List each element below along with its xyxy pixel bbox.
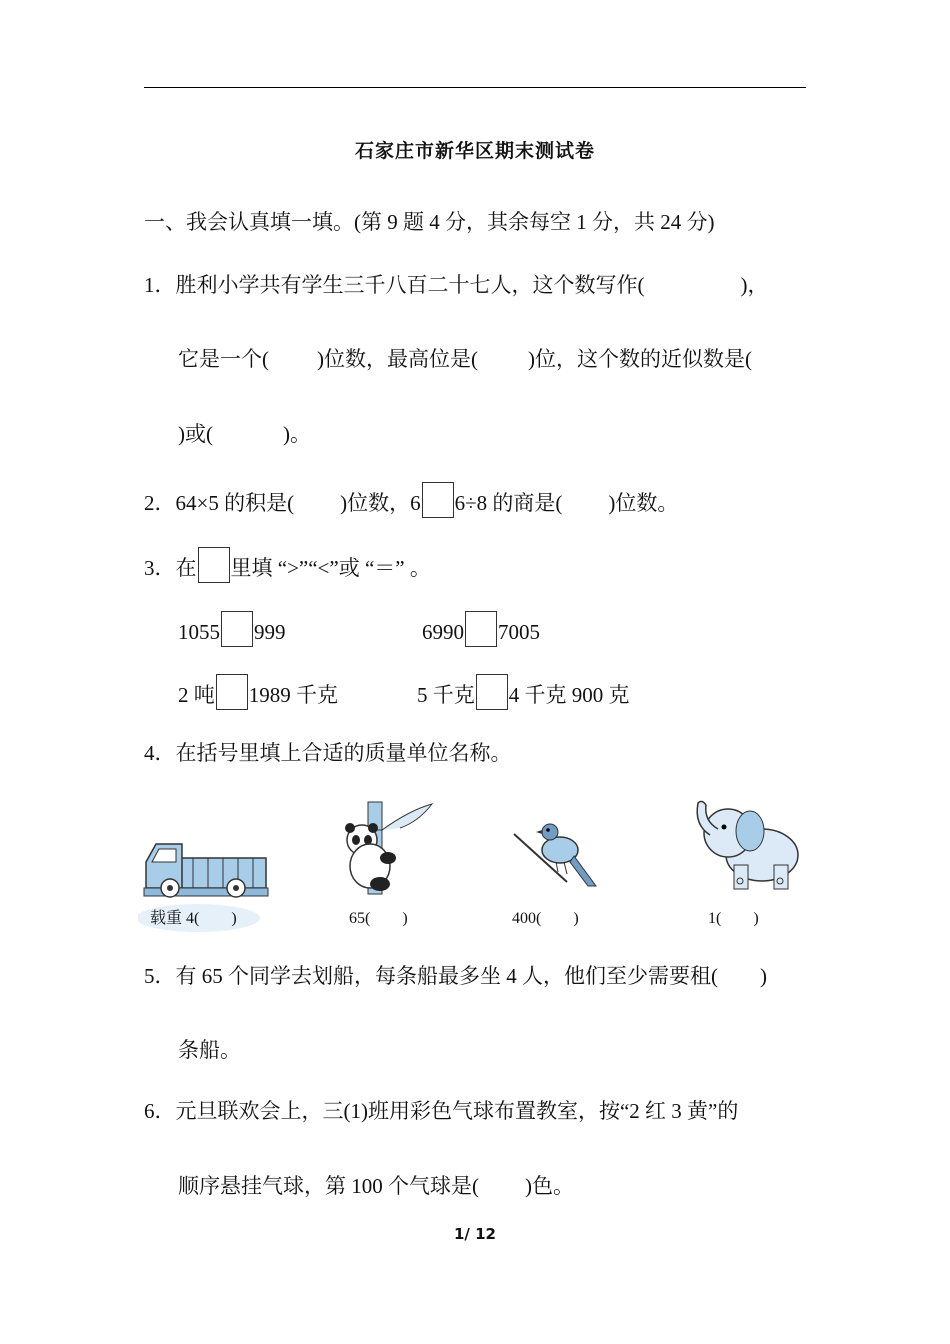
question-1-line1: 1．胜利小学共有学生三千八百二十七人，这个数写作( )， (144, 273, 769, 297)
compare-box[interactable] (216, 674, 248, 710)
compare-row-4: 5 千克 4 千克 900 克 (417, 674, 630, 710)
panda-picture (340, 800, 440, 895)
question-number: 2． (144, 491, 176, 515)
question-1-line2: 它是一个( )位数，最高位是( )位，这个数的近似数是( (178, 347, 752, 371)
compare-box[interactable] (465, 611, 497, 647)
elephant-picture (688, 795, 803, 895)
picture-caption-bird: 400( ) (512, 910, 579, 927)
compare-row-2: 6990 7005 (422, 611, 540, 647)
compare-row-1: 1055 999 (178, 611, 286, 647)
digit-box[interactable] (422, 482, 454, 518)
compare-row-3: 2 吨 1989 千克 (178, 674, 338, 710)
question-6-line1: 6．元旦联欢会上，三(1)班用彩色气球布置教室，按“2 红 3 黄”的 (144, 1099, 739, 1123)
question-number: 5． (144, 964, 176, 988)
question-number: 6． (144, 1099, 176, 1123)
question-number: 1． (144, 273, 176, 297)
question-number: 3． (144, 556, 176, 580)
section-heading: 一、我会认真填一填。(第 9 题 4 分，其余每空 1 分，共 24 分) (144, 210, 715, 234)
question-2: 2．64×5 的积是( )位数，6 6÷8 的商是( )位数。 (144, 482, 678, 518)
header-rule (144, 87, 806, 88)
compare-box[interactable] (221, 611, 253, 647)
question-1-line3: )或( )。 (178, 422, 311, 446)
question-6-line2: 顺序悬挂气球，第 100 个气球是( )色。 (178, 1174, 574, 1198)
compare-box-sample (198, 547, 230, 583)
bird-picture (512, 820, 602, 892)
question-5-line2: 条船。 (178, 1038, 241, 1062)
page-number: 1/ 12 (453, 1225, 496, 1243)
question-number: 4． (144, 741, 176, 765)
picture-caption-elephant: 1( ) (708, 910, 759, 927)
compare-box[interactable] (476, 674, 508, 710)
question-3: 3．在 里填 “>”“<”或 “＝” 。 (144, 547, 431, 583)
page-title: 石家庄市新华区期末测试卷 (354, 140, 595, 162)
picture-caption-truck: 载重 4( ) (150, 910, 237, 927)
question-5-line1: 5．有 65 个同学去划船，每条船最多坐 4 人，他们至少需要租( ) (144, 964, 767, 988)
picture-caption-panda: 65( ) (349, 910, 408, 927)
question-4: 4．在括号里填上合适的质量单位名称。 (144, 741, 512, 765)
